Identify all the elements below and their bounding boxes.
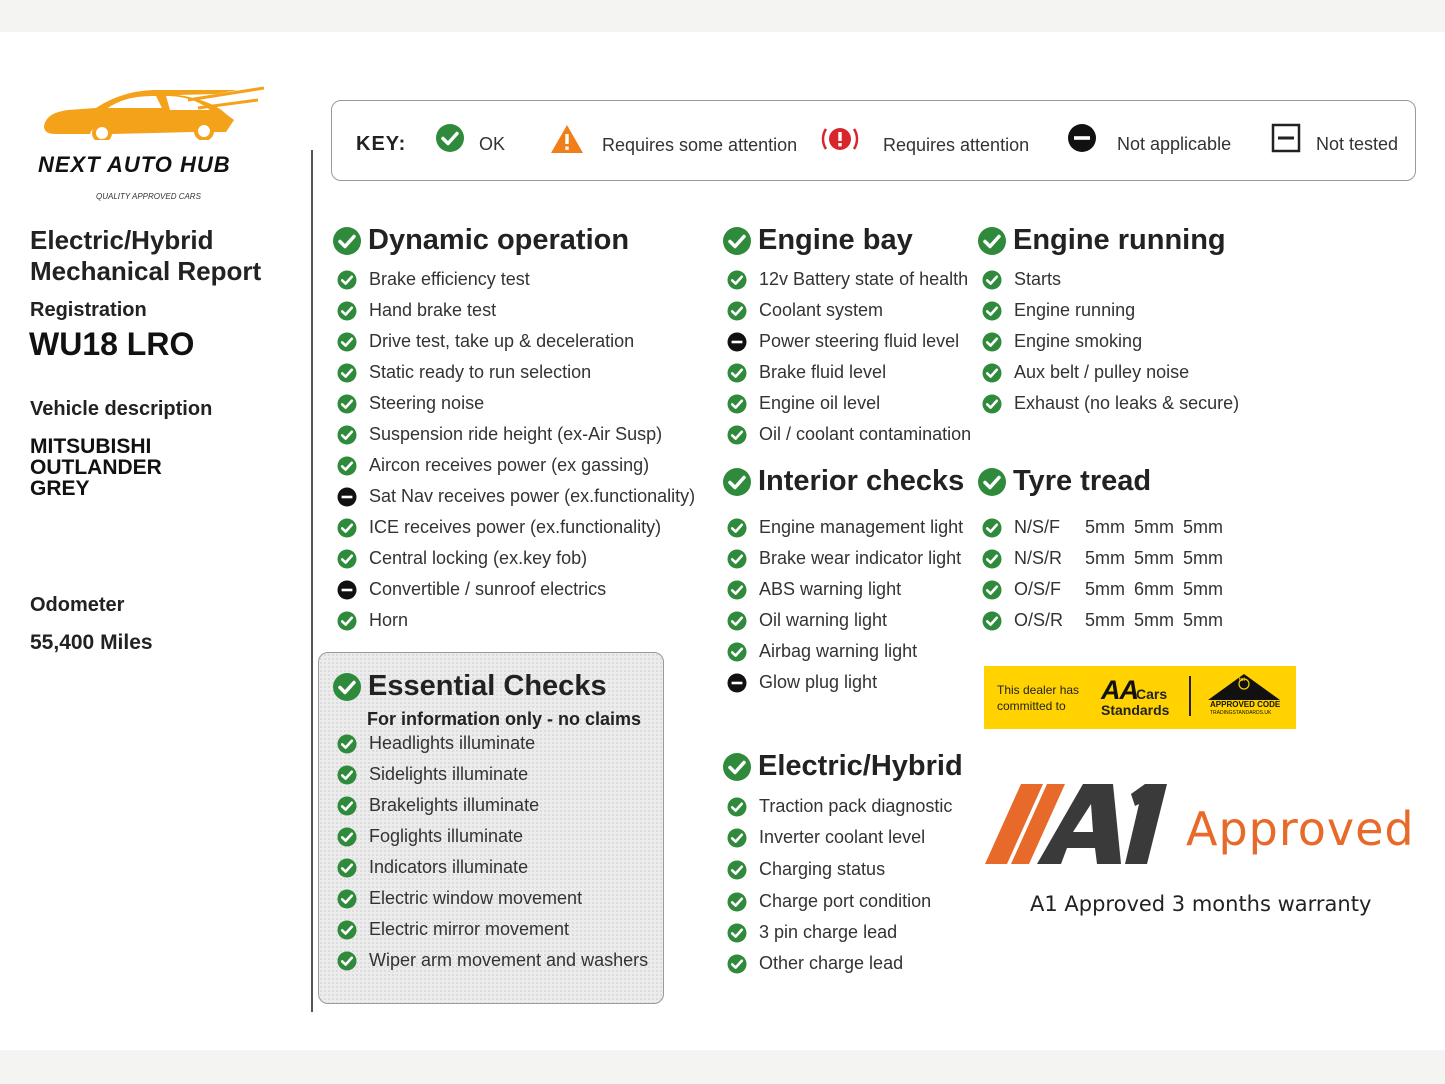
engine-running-list [982, 264, 1239, 419]
tyre-row [982, 512, 1223, 543]
check-item-label: Brake wear indicator light [759, 548, 962, 568]
check-item-label: Engine running [1014, 300, 1136, 320]
ok-check-icon [982, 270, 1002, 290]
ok-check-icon [727, 270, 747, 290]
vehicle-make: MITSUBISHI [30, 435, 152, 458]
tsi-mark: tsi [1239, 677, 1245, 683]
ok-check-icon [337, 394, 357, 414]
key-not-tested-label: Not tested [1316, 133, 1399, 154]
electric-title [722, 750, 963, 783]
interior-list [727, 512, 963, 698]
check-item [982, 357, 1239, 388]
ok-check-icon [722, 467, 752, 497]
check-item-label: Drive test, take up & deceleration [369, 331, 635, 351]
check-item-label: Inverter coolant level [759, 827, 926, 847]
a1-approved-logo [985, 782, 1175, 868]
ok-check-icon [977, 467, 1007, 497]
tyre-title [977, 465, 1151, 498]
key-attention-label: Requires attention [883, 134, 1030, 155]
engine-bay-list [727, 264, 971, 450]
ok-check-icon [337, 611, 357, 631]
check-item [337, 295, 695, 326]
check-item [337, 759, 648, 790]
tyre-position: N/S/F [1014, 517, 1061, 537]
ok-check-icon [982, 363, 1002, 383]
check-item [727, 605, 963, 636]
check-item-label: Aux belt / pulley noise [1014, 362, 1190, 382]
brand-tagline: QUALITY APPROVED CARS [96, 192, 201, 201]
check-item [337, 419, 695, 450]
check-item-label: Central locking (ex.key fob) [369, 548, 588, 568]
ok-check-icon [337, 332, 357, 352]
aa-committed-text [997, 682, 1079, 714]
not-applicable-icon [727, 332, 747, 352]
check-item-label: Coolant system [759, 300, 884, 320]
ok-check-icon [332, 672, 362, 702]
report-title-line-1: Electric/Hybrid [30, 225, 214, 255]
check-item-label: Convertible / sunroof electrics [369, 579, 607, 599]
check-item [337, 481, 695, 512]
tyre-list [982, 512, 1223, 636]
check-item-label: Power steering fluid level [759, 331, 960, 351]
check-item [337, 945, 648, 976]
odometer-label: Odometer [30, 594, 125, 616]
check-item [727, 357, 971, 388]
check-item [337, 821, 648, 852]
essential-subtitle: For information only - no claims [367, 709, 642, 729]
ok-check-icon [727, 394, 747, 414]
check-item-label: Oil warning light [759, 610, 888, 630]
engine-bay-title-text: Engine bay [758, 224, 913, 256]
key-some-attention [550, 123, 797, 155]
ok-check-icon [337, 270, 357, 290]
check-item [727, 948, 952, 979]
aa-cars-standards-badge [984, 666, 1296, 729]
a1-digit-1 [1125, 784, 1167, 864]
tyre-position: N/S/R [1014, 548, 1063, 568]
check-item-label: Aircon receives power (ex gassing) [369, 455, 650, 475]
check-item [337, 388, 695, 419]
brand-logo [36, 86, 266, 206]
tyre-tread-depths: 5mm 6mm 5mm [1085, 579, 1223, 599]
electric-title-text: Electric/Hybrid [758, 750, 963, 782]
ok-check-icon [337, 301, 357, 321]
dynamic-title-text: Dynamic operation [368, 224, 630, 256]
tyre-tread-depths: 5mm 5mm 5mm [1085, 517, 1223, 537]
check-item-label: Airbag warning light [759, 641, 918, 661]
ok-check-icon [727, 611, 747, 631]
check-item [727, 791, 952, 822]
check-item [727, 543, 963, 574]
check-item-label: Engine smoking [1014, 331, 1143, 351]
divider [311, 150, 313, 1012]
check-item [337, 883, 648, 914]
check-item [982, 326, 1239, 357]
essential-list [337, 728, 648, 976]
ok-check-icon [337, 549, 357, 569]
check-item [337, 790, 648, 821]
check-item [727, 636, 963, 667]
ok-check-icon [727, 301, 747, 321]
check-item-label: Headlights illuminate [369, 733, 536, 753]
ok-check-icon [982, 332, 1002, 352]
check-item [337, 450, 695, 481]
check-item [727, 295, 971, 326]
key-title: KEY: [356, 133, 407, 155]
check-item-label: Electric mirror movement [369, 919, 570, 939]
odometer-value: 55,400 Miles [30, 631, 153, 654]
check-item [727, 667, 963, 698]
check-item-label: Glow plug light [759, 672, 878, 692]
ok-check-icon [337, 765, 357, 785]
check-item [727, 574, 963, 605]
check-item [337, 326, 695, 357]
check-item-label: Brakelights illuminate [369, 795, 540, 815]
check-item-label: Sat Nav receives power (ex.functionality) [369, 486, 696, 506]
tyre-tread-depths: 5mm 5mm 5mm [1085, 610, 1223, 630]
ok-check-icon [727, 860, 747, 880]
ok-check-icon [727, 549, 747, 569]
ok-check-icon [982, 580, 1002, 600]
aa-divider [1189, 676, 1191, 716]
check-item-label: Traction pack diagnostic [759, 796, 953, 816]
check-item [337, 512, 695, 543]
key-not-tested [1271, 123, 1398, 153]
ok-check-icon [982, 301, 1002, 321]
ok-check-icon [727, 797, 747, 817]
not-tested-icon [1271, 123, 1301, 153]
vehicle-description-label: Vehicle description [30, 398, 213, 420]
check-item [727, 512, 963, 543]
check-item-label: Steering noise [369, 393, 485, 413]
check-item-label: Sidelights illuminate [369, 764, 529, 784]
key-ok [435, 123, 505, 153]
aa-standards-label: Standards [1101, 702, 1170, 718]
check-item [337, 914, 648, 945]
a1-warranty-text: A1 Approved 3 months warranty [1030, 892, 1372, 916]
ok-check-icon [337, 858, 357, 878]
ok-check-icon [982, 394, 1002, 414]
check-item [727, 388, 971, 419]
check-item-label: Charging status [759, 859, 886, 879]
check-item [727, 822, 952, 853]
key-some-attention-label: Requires some attention [602, 134, 798, 155]
ok-check-icon [337, 363, 357, 383]
electric-list [727, 791, 952, 979]
check-item [727, 917, 952, 948]
ok-check-icon [727, 425, 747, 445]
ok-check-icon [332, 226, 362, 256]
tyre-title-text: Tyre tread [1013, 465, 1152, 497]
key-not-applicable [1067, 123, 1231, 153]
check-item-label: ICE receives power (ex.functionality) [369, 517, 662, 537]
vehicle-model: OUTLANDER [30, 456, 162, 479]
report-title-line-2: Mechanical Report [30, 256, 262, 286]
ok-check-icon [722, 752, 752, 782]
tyre-row [982, 605, 1223, 636]
check-item [337, 605, 695, 636]
check-item-label: Brake efficiency test [369, 269, 530, 289]
status-key [331, 100, 1416, 181]
check-item-label: Starts [1014, 269, 1062, 289]
check-item [727, 419, 971, 450]
essential-title [332, 670, 607, 703]
dynamic-list [337, 264, 695, 636]
tyre-tread-depths: 5mm 5mm 5mm [1085, 548, 1223, 568]
check-item [337, 728, 648, 759]
check-item-label: 12v Battery state of health [759, 269, 969, 289]
interior-title [722, 465, 964, 498]
check-item-label: Electric window movement [369, 888, 583, 908]
engine-running-title-text: Engine running [1013, 224, 1226, 256]
ok-check-icon [435, 123, 465, 153]
tyre-position: O/S/R [1014, 610, 1064, 630]
check-item-label: ABS warning light [759, 579, 902, 599]
alert-exclamation-icon [820, 123, 860, 155]
ok-check-icon [337, 456, 357, 476]
check-item [727, 264, 971, 295]
ok-check-icon [722, 226, 752, 256]
check-item-label: Suspension ride height (ex-Air Susp) [369, 424, 663, 444]
check-item-label: 3 pin charge lead [759, 922, 898, 942]
check-item-label: Static ready to run selection [369, 362, 592, 382]
check-item-label: Oil / coolant contamination [759, 424, 972, 444]
not-applicable-icon [337, 487, 357, 507]
check-item [727, 853, 952, 886]
dynamic-title [332, 224, 629, 257]
engine-running-title [977, 224, 1226, 257]
ok-check-icon [337, 796, 357, 816]
ok-check-icon [727, 828, 747, 848]
check-item-label: Charge port condition [759, 891, 932, 911]
check-item-label: Engine oil level [759, 393, 881, 413]
ok-check-icon [982, 611, 1002, 631]
trading-standards-label: TRADINGSTANDARDS.UK [1210, 710, 1272, 716]
not-applicable-icon [1067, 123, 1097, 153]
ok-check-icon [727, 518, 747, 538]
check-item [337, 543, 695, 574]
aa-cars-label: Cars [1136, 686, 1168, 702]
check-item [337, 357, 695, 388]
ok-check-icon [727, 923, 747, 943]
ok-check-icon [977, 226, 1007, 256]
ok-check-icon [727, 580, 747, 600]
check-item [727, 886, 952, 917]
ok-check-icon [727, 892, 747, 912]
not-applicable-icon [337, 580, 357, 600]
check-item-label: Horn [369, 610, 409, 630]
brand-name: NEXT AUTO HUB [38, 152, 231, 177]
tyre-position: O/S/F [1014, 579, 1062, 599]
check-item-label: Brake fluid level [759, 362, 887, 382]
check-item-label: Engine management light [759, 517, 964, 537]
registration-value: WU18 LRO [29, 326, 195, 362]
key-attention [820, 123, 1029, 155]
approved-code-label: APPROVED CODE [1210, 700, 1281, 709]
ok-check-icon [337, 889, 357, 909]
key-ok-label: OK [479, 133, 506, 154]
tyre-row [982, 574, 1223, 605]
aa-committed-line-2: committed to [997, 699, 1066, 713]
ok-check-icon [337, 518, 357, 538]
ok-check-icon [337, 920, 357, 940]
check-item [337, 574, 695, 605]
ok-check-icon [337, 827, 357, 847]
check-item [982, 388, 1239, 419]
check-item-label: Exhaust (no leaks & secure) [1014, 393, 1240, 413]
aa-committed-line-1: This dealer has [997, 683, 1080, 697]
check-item-label: Foglights illuminate [369, 826, 524, 846]
aa-logo: AA [1101, 675, 1138, 705]
ok-check-icon [337, 951, 357, 971]
engine-bay-title [722, 224, 913, 257]
ok-check-icon [727, 363, 747, 383]
key-not-applicable-label: Not applicable [1117, 133, 1232, 154]
not-applicable-icon [727, 673, 747, 693]
registration-label: Registration [30, 299, 147, 321]
check-item-label: Hand brake test [369, 300, 497, 320]
check-item [982, 264, 1239, 295]
vehicle-colour: GREY [30, 477, 90, 500]
ok-check-icon [982, 518, 1002, 538]
check-item [727, 326, 971, 357]
ok-check-icon [337, 425, 357, 445]
check-item-label: Other charge lead [759, 953, 904, 973]
ok-check-icon [982, 549, 1002, 569]
a1-approved-word: Approved [1186, 802, 1415, 856]
ok-check-icon [337, 734, 357, 754]
ok-check-icon [727, 642, 747, 662]
warning-triangle-icon [550, 123, 584, 155]
check-item-label: Indicators illuminate [369, 857, 529, 877]
tyre-row [982, 543, 1223, 574]
essential-title-text: Essential Checks [368, 670, 607, 702]
car-logo-icon [38, 86, 264, 140]
ok-check-icon [727, 954, 747, 974]
interior-title-text: Interior checks [758, 465, 965, 497]
check-item [982, 295, 1239, 326]
check-item-label: Wiper arm movement and washers [369, 950, 649, 970]
check-item [337, 264, 695, 295]
check-item [337, 852, 648, 883]
